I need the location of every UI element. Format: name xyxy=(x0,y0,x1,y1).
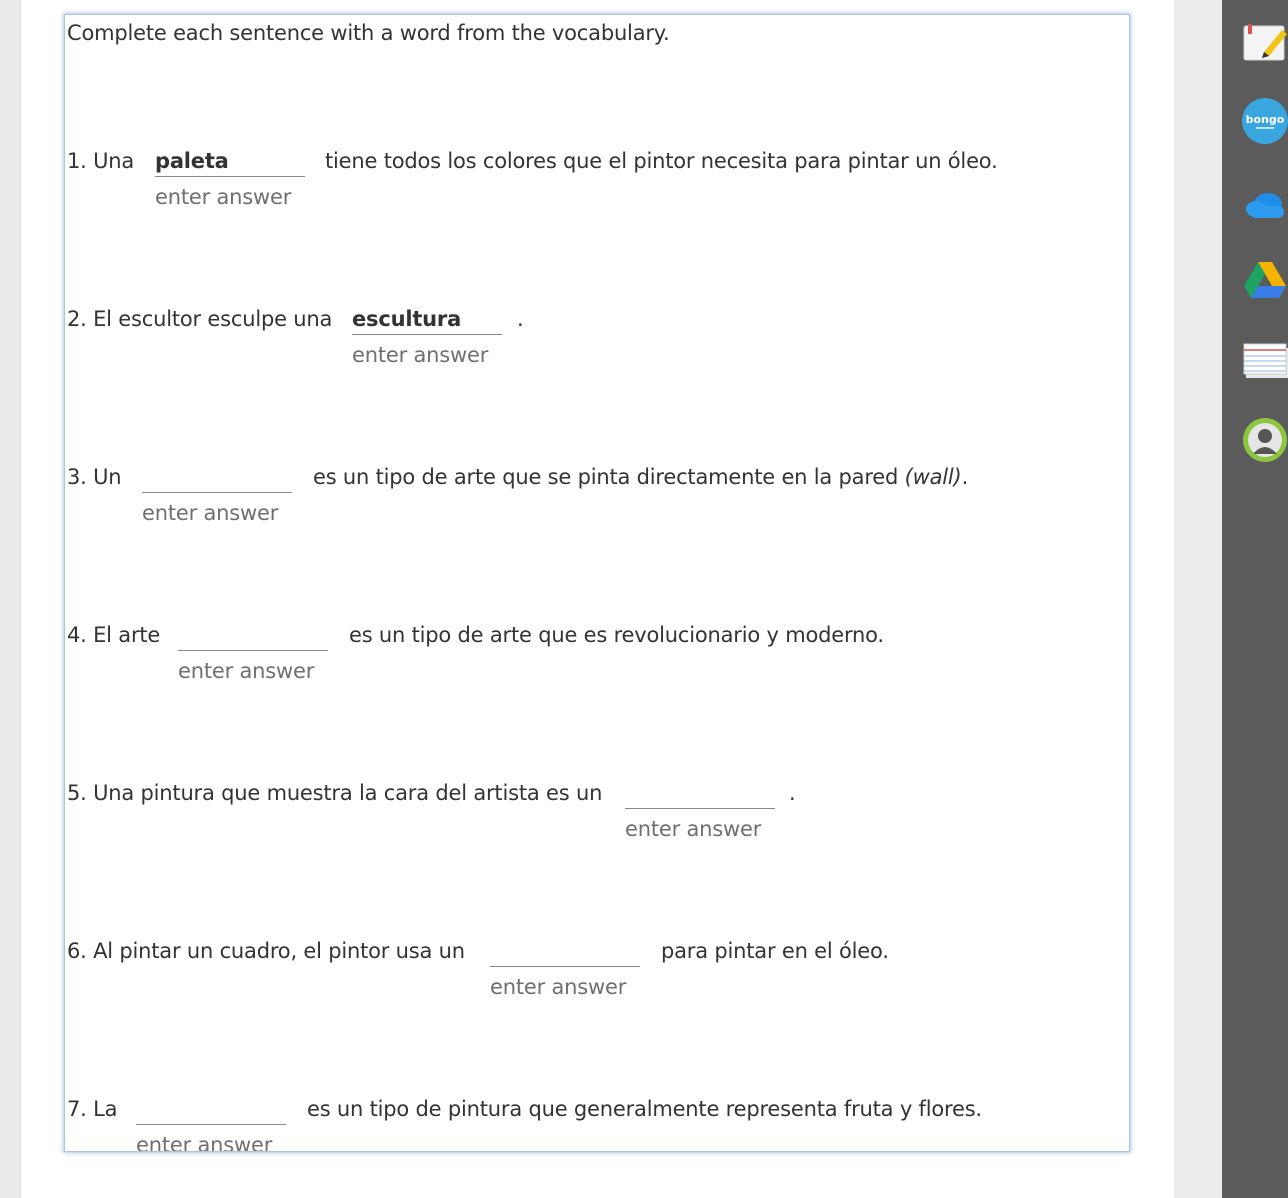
question-2-before: 2. El escultor esculpe una xyxy=(67,307,333,331)
question-2-hint: enter answer xyxy=(352,343,489,367)
question-6-after: para pintar en el óleo. xyxy=(661,939,889,963)
question-5-after: . xyxy=(789,781,796,805)
bongo-label: bongo xyxy=(1245,113,1285,126)
question-4-hint: enter answer xyxy=(178,659,315,683)
question-1-answer-input[interactable]: paleta xyxy=(155,147,305,177)
question-2-after: . xyxy=(517,307,524,331)
google-drive-icon[interactable] xyxy=(1242,258,1288,304)
question-7-answer-input[interactable] xyxy=(136,1095,286,1125)
question-1-after: tiene todos los colores que el pintor necesita para pintar un óleo. xyxy=(325,149,998,173)
question-6-before: 6. Al pintar un cuadro, el pintor usa un xyxy=(67,939,465,963)
question-5-answer-input[interactable] xyxy=(625,779,775,809)
question-3-after: es un tipo de arte que se pinta directamente en la pared xyxy=(313,465,899,489)
question-5-hint: enter answer xyxy=(625,817,762,841)
question-7 xyxy=(67,1095,1127,1152)
question-4-after: es un tipo de arte que es revolucionario y moderno. xyxy=(349,623,884,647)
question-7-hint: enter answer xyxy=(136,1133,273,1152)
question-7-after: es un tipo de pintura que generalmente representa fruta y flores. xyxy=(307,1097,982,1121)
question-3-answer-input[interactable] xyxy=(142,463,292,493)
question-3-hint: enter answer xyxy=(142,501,279,525)
question-panel xyxy=(64,14,1130,1152)
question-2 xyxy=(67,305,1127,365)
right-gutter xyxy=(1174,0,1222,1198)
question-3-after-end: . xyxy=(961,465,969,489)
instructions: Complete each sentence with a word from the vocabulary. xyxy=(67,21,670,45)
question-3-before: 3. Un xyxy=(67,465,122,489)
question-1-before: 1. Una xyxy=(67,149,135,173)
user-avatar-icon[interactable] xyxy=(1242,416,1288,462)
question-1 xyxy=(67,147,1127,207)
question-6-hint: enter answer xyxy=(490,975,627,999)
question-7-before: 7. La xyxy=(67,1097,118,1121)
question-4-answer-input[interactable] xyxy=(178,621,328,651)
question-3-italic: (wall) xyxy=(904,465,962,489)
question-1-hint: enter answer xyxy=(155,185,292,209)
notes-pencil-icon[interactable] xyxy=(1242,20,1288,66)
onedrive-cloud-icon[interactable] xyxy=(1242,182,1288,228)
question-5-before: 5. Una pintura que muestra la cara del artista es un xyxy=(67,781,603,805)
index-card-icon[interactable] xyxy=(1242,338,1288,384)
question-3 xyxy=(67,463,1127,523)
question-6-answer-input[interactable] xyxy=(490,937,640,967)
question-2-answer-input[interactable]: escultura xyxy=(352,305,502,335)
question-5 xyxy=(67,779,1127,839)
question-3-after-wrap xyxy=(313,465,968,489)
question-4-before: 4. El arte xyxy=(67,623,161,647)
question-6 xyxy=(67,937,1127,997)
question-4 xyxy=(67,621,1127,681)
tools-sidebar xyxy=(1222,0,1288,1198)
bongo-icon[interactable] xyxy=(1242,98,1288,144)
